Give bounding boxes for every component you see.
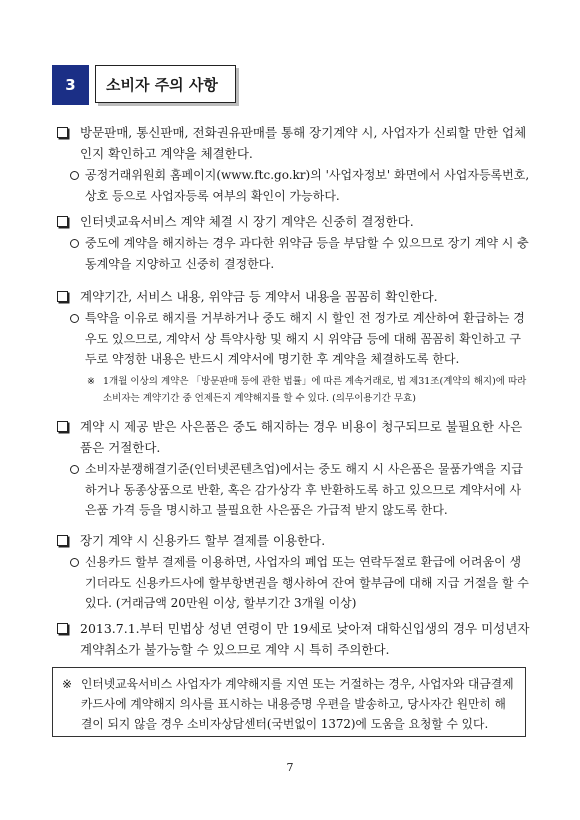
circle-bullet-icon: [70, 558, 79, 567]
sub-item: 소비자분쟁해결기준(인터넷콘텐츠업)에서는 중도 해지 시 사은품은 물품가액을 지급하거나 동종상품으로 반환, 혹은 감가상각 후 반환하도록 하고 있으므로 계약서에 사은품 가격 등을 명시하고 불필요한 사은품은 가급적 받지 않도록 한다.: [52, 459, 532, 521]
callout-text: 인터넷교육서비스 사업자가 계약해지를 지연 또는 거절하는 경우, 사업자와 대금결제 카드사에 계약해지 의사를 표시하는 내용증명 우편을 발송하고, 당사자간 원만히 해결이 되지 않을 경우 소비자상담센터(국번없이 1372)에 도움을 요청할 수 있다.: [81, 677, 514, 731]
item-text: 2013.7.1.부터 민법상 성년 연령이 만 19세로 낮아져 대학신입생의 경우 미성년자 계약취소가 불가능할 수 있으므로 계약 시 특히 주의한다.: [52, 618, 532, 660]
item-text: 계약기간, 서비스 내용, 위약금 등 계약서 내용을 꼼꼼히 확인한다.: [52, 286, 532, 307]
item-text: 장기 계약 시 신용카드 할부 결제를 이용한다.: [52, 530, 532, 551]
sub-item: 신용카드 할부 결제를 이용하면, 사업자의 폐업 또는 연락두절로 환급에 어려움이 생기더라도 신용카드사에 할부항변권을 행사하여 잔여 할부금에 대해 지급 거절을 할 수 있다. (거래금액 20만원 이상, 할부기간 3개월 이상): [52, 552, 532, 614]
section-header: [52, 65, 238, 105]
circle-bullet-icon: [70, 465, 79, 474]
item-2: [52, 211, 532, 274]
checkbox-square-icon: [57, 216, 68, 227]
circle-bullet-icon: [70, 239, 79, 248]
item-text: 계약 시 제공 받은 사은품은 중도 해지하는 경우 비용이 청구되므로 불필요한 사은품은 거절한다.: [52, 416, 532, 458]
page-number: 7: [286, 761, 294, 774]
checkbox-square-icon: [57, 535, 68, 546]
section-title: 소비자 주의 사항: [95, 65, 236, 103]
circle-bullet-icon: [70, 314, 79, 323]
item-text: 방문판매, 통신판매, 전화권유판매를 통해 장기계약 시, 사업자가 신뢰할 만한 업체인지 확인하고 계약을 체결한다.: [52, 122, 532, 164]
reference-mark: ※: [62, 677, 72, 691]
checkbox-square-icon: [57, 623, 68, 634]
reference-mark: ※: [87, 375, 95, 387]
checkbox-square-icon: [57, 291, 68, 302]
item-5: [52, 530, 532, 614]
item-4: [52, 416, 532, 521]
circle-bullet-icon: [70, 171, 79, 180]
item-3: [52, 286, 532, 407]
sub-item: 중도에 계약을 해지하는 경우 과다한 위약금 등을 부담할 수 있으므로 장기 계약 시 충동계약을 지양하고 신중히 결정한다.: [52, 233, 532, 274]
callout-box: [52, 667, 526, 737]
item-6: [52, 618, 532, 660]
footnote: ※ 1개월 이상의 계약은 「방문판매 등에 관한 법률」에 따른 계속거래로, 법 제31조(계약의 해지)에 따라 소비자는 계약기간 중 언제든지 계약해지를 할 수 있다. (의무이용기간 무효): [52, 373, 532, 407]
item-1: [52, 122, 532, 206]
sub-item: 특약을 이유로 해지를 거부하거나 중도 해지 시 할인 전 정가로 계산하여 환급하는 경우도 있으므로, 계약서 상 특약사항 및 해지 시 위약금 등에 대해 꼼꼼히 확인하고 구두로 약정한 내용은 반드시 계약서에 명기한 후 계약을 체결하도록 한다.: [52, 308, 532, 370]
checkbox-square-icon: [57, 127, 68, 138]
sub-item: 공정거래위원회 홈페이지(www.ftc.go.kr)의 '사업자정보' 화면에서 사업자등록번호, 상호 등으로 사업자등록 여부의 확인이 가능하다.: [52, 165, 532, 206]
item-text: 인터넷교육서비스 계약 체결 시 장기 계약은 신중히 결정한다.: [52, 211, 532, 232]
checkbox-square-icon: [57, 421, 68, 432]
section-number: 3: [52, 65, 89, 105]
